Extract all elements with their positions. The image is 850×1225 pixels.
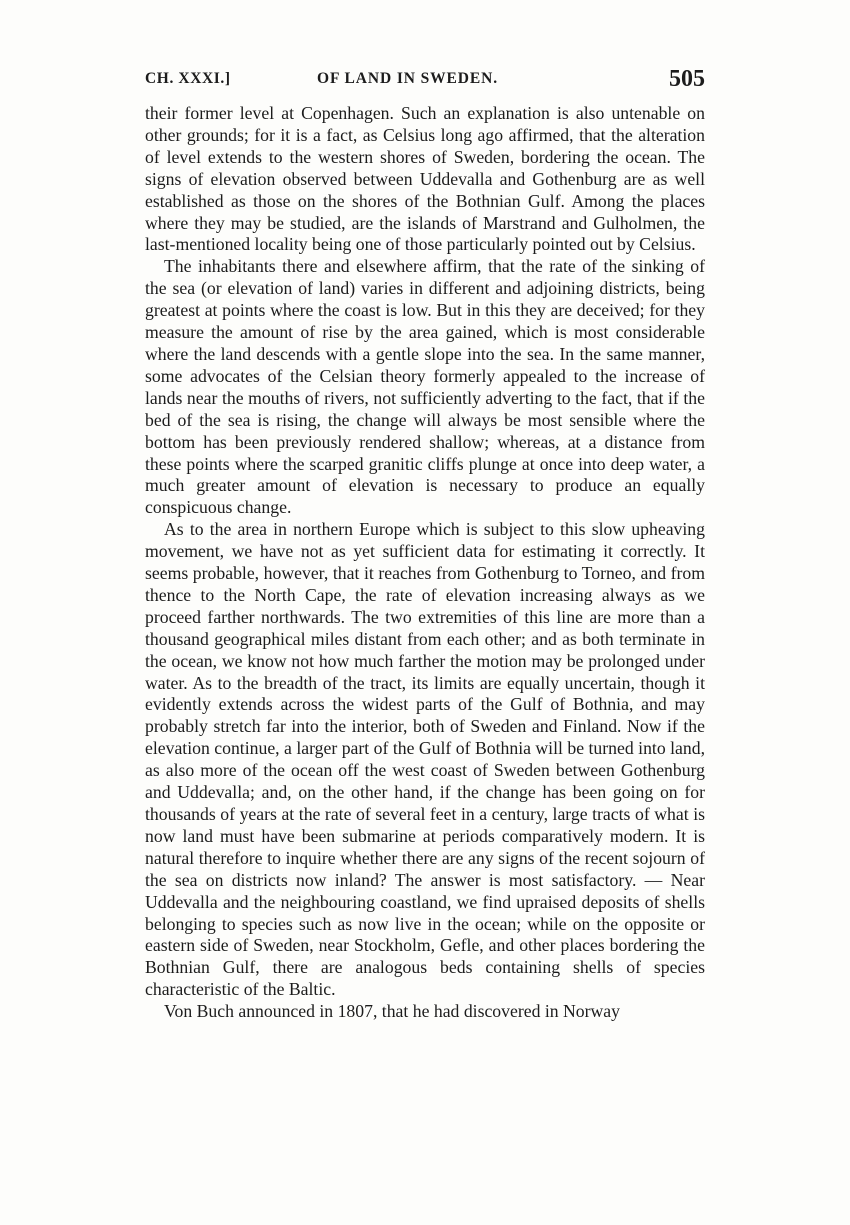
paragraph: As to the area in northern Europe which is subject to this slow upheaving movement, we have not as yet sufficient data for estimating it correctly. It seems probable, however, that it reaches from Gothenburg to Torneo, and from thence to the North Cape, the rate of elevation increasing always as we proceed farther northwards. The two extremities of this line are more than a thousand geographical miles distant from each other; and as both terminate in the ocean, we know not how much farther the motion may be prolonged under water. As to the breadth of the tract, its limits are equally uncertain, though it evidently extends across the widest parts of the Gulf of Bothnia, and may probably stretch far into the interior, both of Sweden and Finland. Now if the elevation continue, a larger part of the Gulf of Bothnia will be turned into land, as also more of the ocean off the west coast of Sweden between Gothenburg and Uddevalla; and, on the other hand, if the change has been going on for thousands of years at the rate of several feet in a century, large tracts of what is now land must have been submarine at periods comparatively modern. It is natural therefore to inquire whether there are any signs of the recent sojourn of the sea on districts now inland? The answer is most satisfactory. — Near Uddevalla and the neighbouring coastland, we find upraised deposits of shells belonging to species such as now live in the ocean; while on the opposite or eastern side of Sweden, near Stockholm, Gefle, and other places bordering the Bothnian Gulf, there are analogous beds containing shells of species characteristic of the Baltic. (145, 519, 705, 1000)
page-number: 505 (669, 66, 705, 92)
chapter-reference: CH. XXXI.] (145, 70, 231, 87)
paragraph-continuation: their former level at Copenhagen. Such an explanation is also untenable on other grounds; for it is a fact, as Celsius long ago affirmed, that the alteration of level extends to the western shores of Sweden, bordering the ocean. The signs of elevation observed between Uddevalla and Gothenburg are as well established as those on the shores of the Bothnian Gulf. Among the places where they may be studied, are the islands of Marstrand and Gulholmen, the last-mentioned locality being one of those particularly pointed out by Celsius. (145, 103, 705, 255)
running-title: OF LAND IN SWEDEN. (317, 70, 498, 87)
body-text (145, 103, 705, 1023)
paragraph: The inhabitants there and elsewhere affirm, that the rate of the sinking of the sea (or elevation of land) varies in different and adjoining districts, being greatest at points where the coast is low. But in this they are deceived; for they measure the amount of rise by the area gained, which is most considerable where the land descends with a gentle slope into the sea. In the same manner, some advocates of the Celsian theory formerly appealed to the increase of lands near the mouths of rivers, not sufficiently adverting to the fact, that if the bed of the sea is rising, the change will always be most sensible where the bottom has been previously rendered shallow; whereas, at a distance from these points where the scarped granitic cliffs plunge at once into deep water, a much greater amount of elevation is necessary to produce an equally conspicuous change. (145, 256, 705, 518)
paragraph: Von Buch announced in 1807, that he had discovered in Norway (164, 1001, 621, 1022)
running-head (145, 66, 705, 92)
